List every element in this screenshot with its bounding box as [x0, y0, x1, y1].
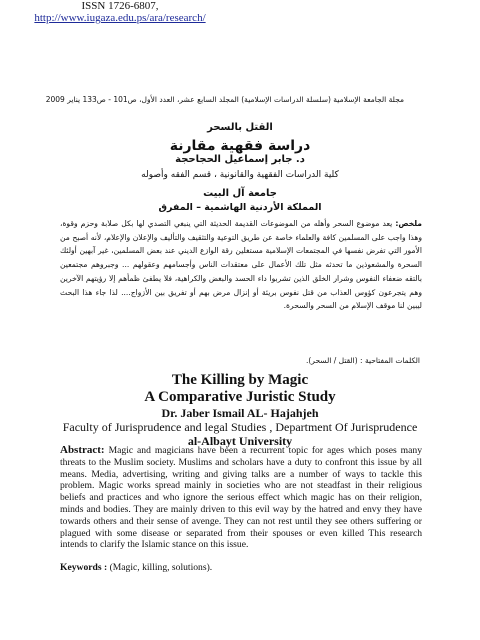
- arabic-abstract: [60, 217, 422, 313]
- issn-number: ISSN 1726-6807,: [81, 0, 159, 12]
- english-faculty: Faculty of Jurisprudence and legal Studies , Department Of Jurisprudence: [62, 420, 418, 434]
- english-abstract-text: Magic and magicians have been a recurrent topic for ages which poses many threats to the Muslim society. Muslims and scholars have a duty to confront this issue by all means. Media, advertising, writing and giving talks are a number of ways to tackle this problem. Magic works spread mainly in societies who are not steadfast in their religious beliefs and practices and who ignore the serious effect which magic has on their religion, minds and bodies. They are mainly driven to this evil way by the hatred and envy they have towards others and their sense of avenge. They can not rest until they see others suffering or plagued with some disease or separated from their spouses or even killed This research intends to clarify the Islamic stance on this issue.: [60, 445, 422, 551]
- english-keywords: [60, 562, 212, 573]
- issn-line: [0, 0, 240, 24]
- english-university: al-Albayt University: [187, 434, 293, 448]
- english-subtitle: A Comparative Juristic Study: [144, 389, 336, 405]
- arabic-title: القتل بالسحر: [207, 122, 273, 133]
- arabic-author: د. جابر إسماعيل الحجاحجة: [175, 154, 305, 165]
- arabic-subtitle: دراسة فقهية مقارنة: [169, 138, 311, 154]
- arabic-keywords: الكلمات المفتاحية : (القتل / السحر).: [306, 356, 420, 365]
- arabic-university: جامعة آل البيت: [203, 188, 277, 199]
- arabic-abstract-label: ملخص:: [395, 219, 422, 228]
- arabic-country: المملكة الأردنية الهاشمية – المفرق: [158, 202, 322, 213]
- english-keywords-label: Keywords :: [60, 562, 110, 573]
- journal-reference: مجلة الجامعة الإسلامية (سلسلة الدراسات الإسلامية) المجلد السابع عشر، العدد الأول، ص101 - ص133 يناير 2009: [45, 95, 404, 104]
- english-title: The Killing by Magic: [171, 372, 309, 388]
- journal-url-link[interactable]: http://www.iugaza.edu.ps/ara/research/: [34, 12, 206, 24]
- english-keywords-text: (Magic, killing, solutions).: [109, 562, 213, 573]
- arabic-abstract-text: يعد موضوع السحر وأهله من الموضوعات القديمة الحديثة التي ينبغي التصدي لها بكل صلابة وحزم وقوة، وهذا واجب على المسلمين كافة والعلماء خاصة عن طريق التوعية والتثقيف والتأليف والإعلان والإعلام، لأنه أصبح من الأمور التي تفرض نفسها في المجتمعات الإسلامية مستغلين رقة الوازع الديني عند بعض المسلمين، غير آبهين أولئك السحرة والمشعوذين ما تحدثه مثل تلك الأعمال على معتقدات الناس وأجسامهم وعقولهم ... وجبروهم مجتمعين بالتقه ضعفاء النفوس وشرار الخلق الذين تشربوا داء الحسد والبغض والكراهية، فلا يطفئ ظمأهم إلا رؤيتهم الآخرين وهم يتجرعون كؤوس العذاب من قتل نفوس بريئة أو إنزال مرض بهم أو تفريق بين الأزواج.... لذا جاء هذا البحث ليبين لنا موقف الإسلام من السحر والسحرة.: [60, 219, 422, 311]
- english-author: Dr. Jaber Ismail AL- Hajahjeh: [161, 406, 319, 420]
- english-abstract-label: Abstract:: [60, 444, 105, 456]
- arabic-faculty: كلية الدراسات الفقهية والقانونية ، قسم الفقه وأصوله: [141, 170, 339, 180]
- english-abstract: [60, 445, 422, 551]
